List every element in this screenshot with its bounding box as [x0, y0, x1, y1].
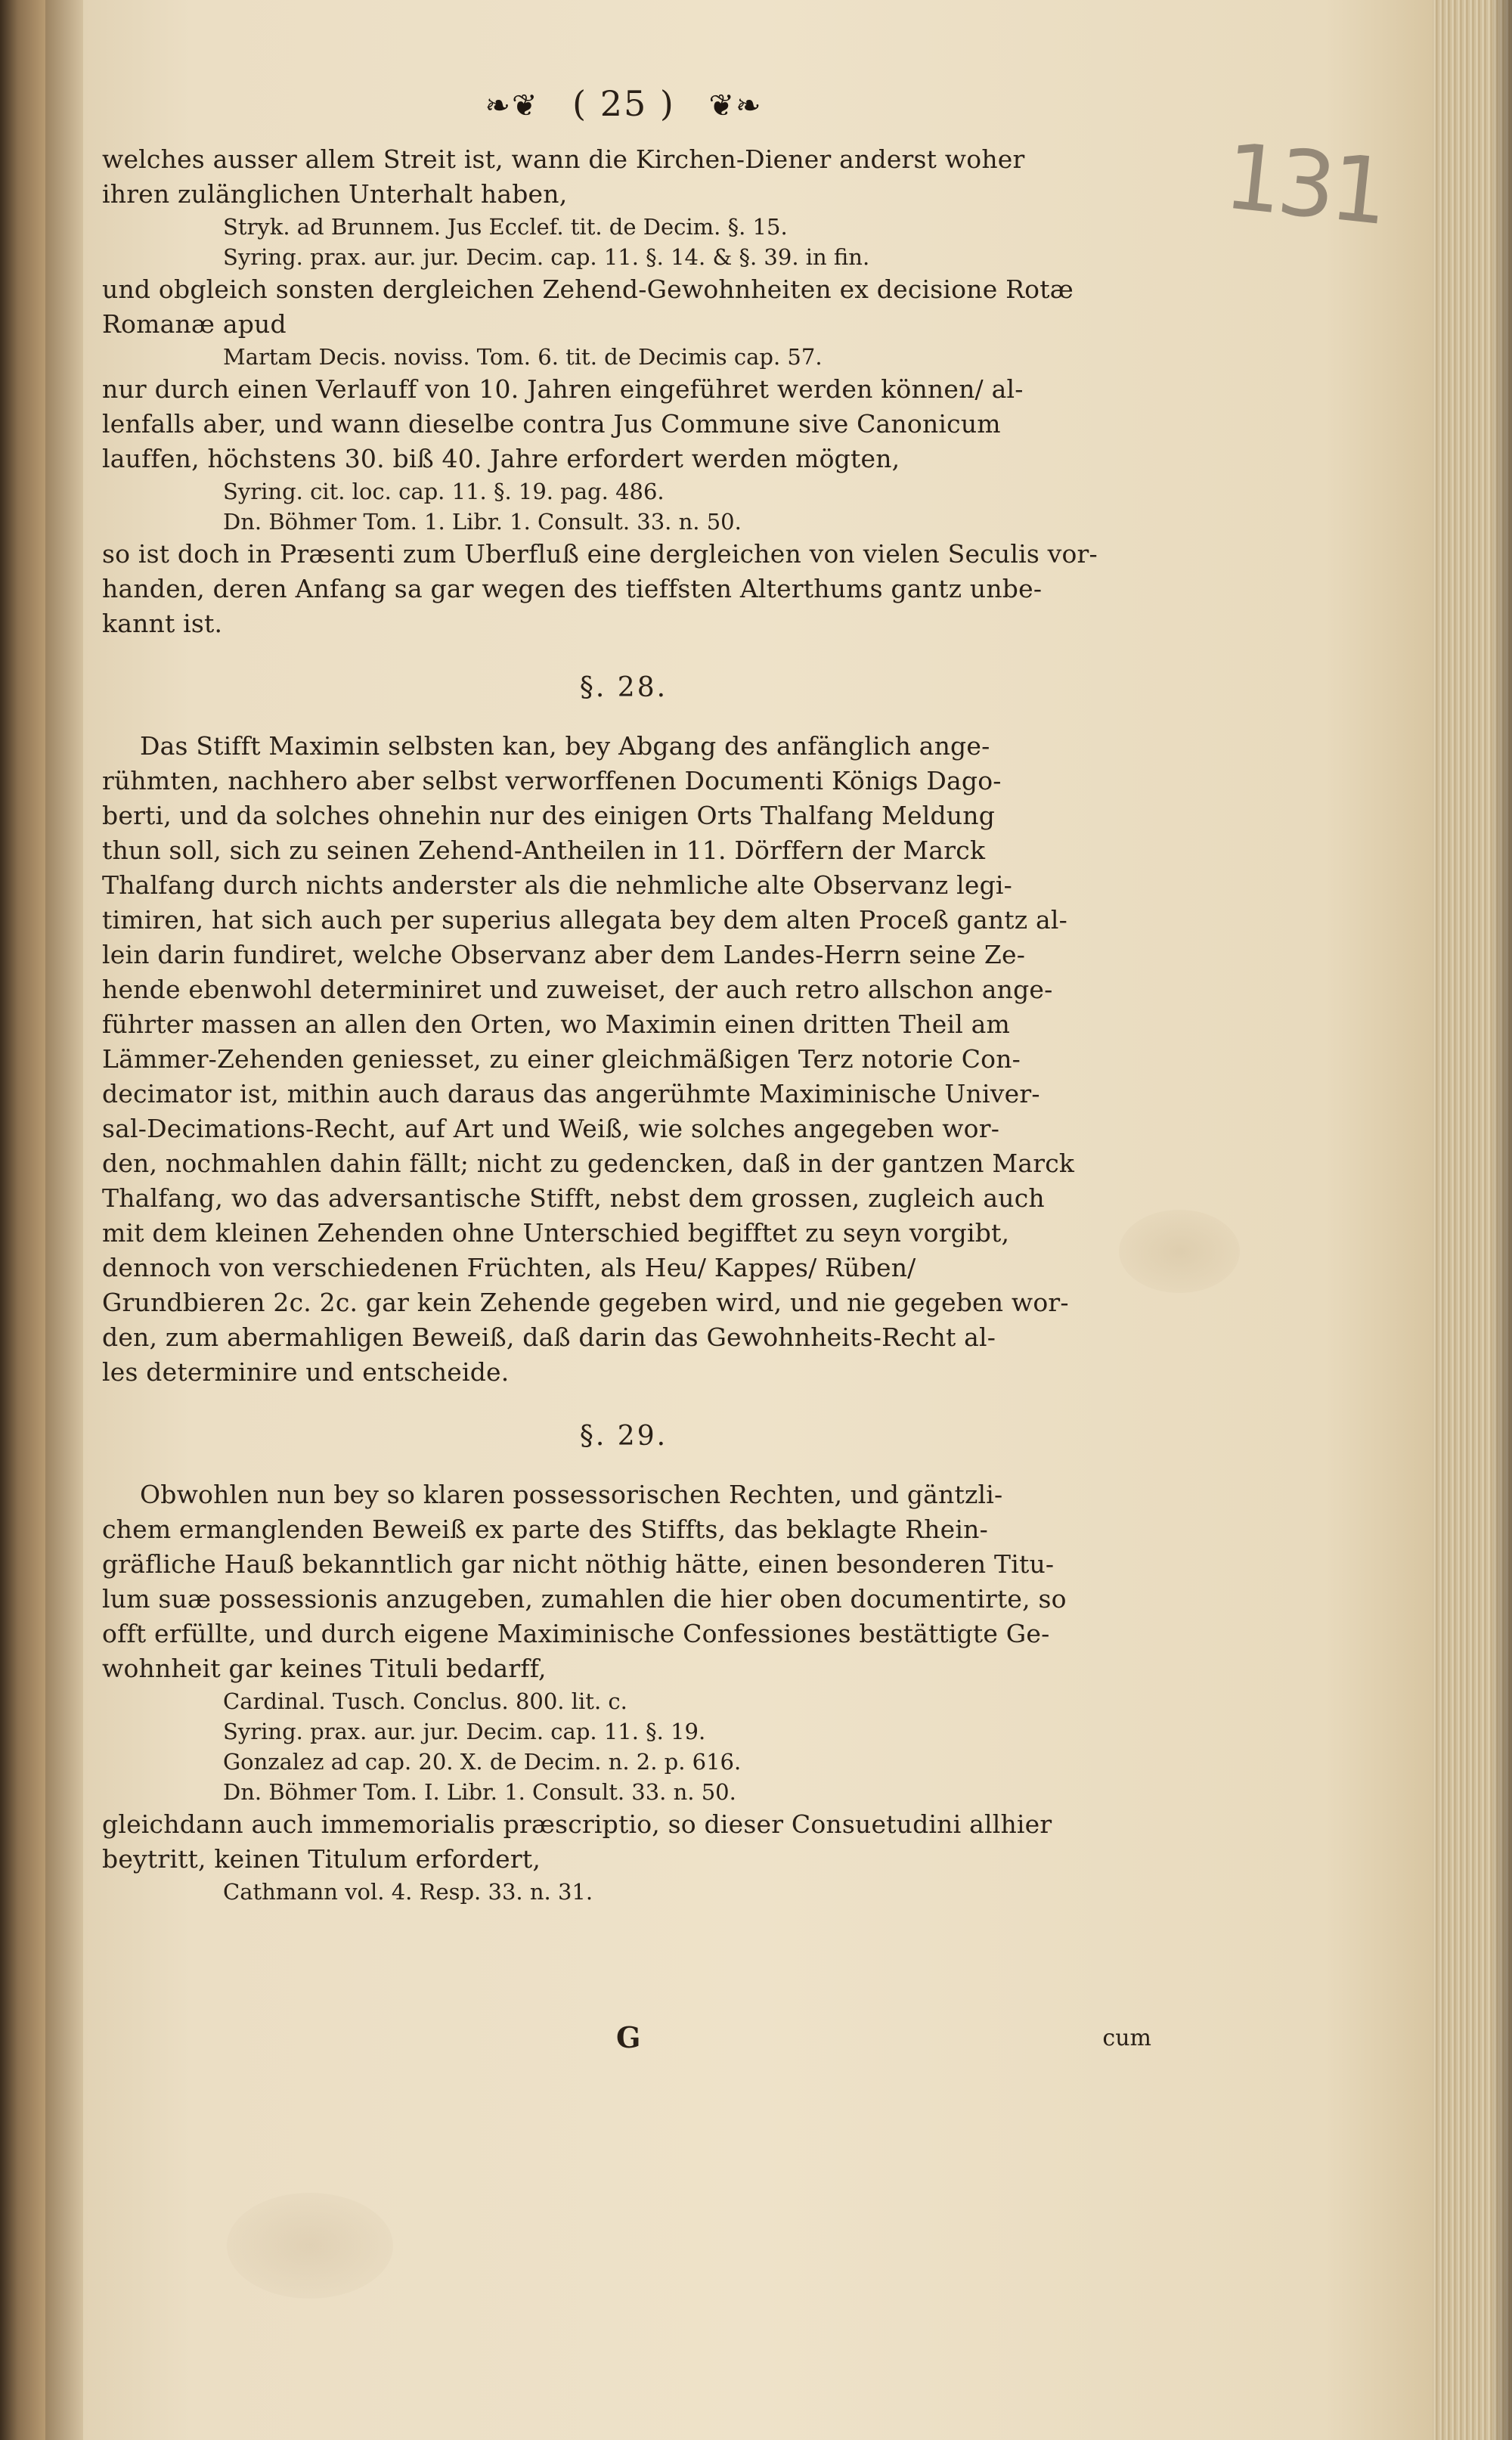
text-line: und obgleich sonsten dergleichen Zehend-Gewohnheiten ex decisione Rotæ [102, 274, 1074, 304]
text-line: berti, und da solches ohnehin nur des einigen Orts Thalfang Meldung [102, 801, 996, 830]
page-number: ( 25 ) [572, 83, 675, 124]
text-line: den, nochmahlen dahin fällt; nicht zu gedencken, daß in der gantzen Marck [102, 1149, 1075, 1178]
text-line: thun soll, sich zu seinen Zehend-Antheilen in 11. Dörffern der Marck [102, 836, 986, 865]
citation-line: Syring. prax. aur. jur. Decim. cap. 11. §. 14. & §. 39. in fin. [223, 244, 870, 270]
text-line: führter massen an allen den Orten, wo Maximin einen dritten Theil am [102, 1009, 1011, 1039]
text-line: dennoch von verschiedenen Früchten, als Heu/ Kappes/ Rüben/ [102, 1253, 916, 1282]
text-line: lenfalls aber, und wann dieselbe contra Jus Commune sive Canonicum [102, 409, 1001, 439]
text-line: gräfliche Hauß bekanntlich gar nicht nöthig hätte, einen besonderen Titu- [102, 1549, 1055, 1579]
ornament-right-icon: ❦❧ [708, 88, 763, 123]
page-stack-edge [1433, 0, 1512, 2440]
text-line: beytritt, keinen Titulum erfordert, [102, 1844, 541, 1874]
margin-folio-note: 131 [1219, 124, 1390, 246]
ornament-left-icon: ❧❦ [485, 88, 539, 123]
text-line: les determinire und entscheide. [102, 1357, 510, 1387]
text-line: hende ebenwohl determiniret und zuweiset, der auch retro allschon ange- [102, 975, 1053, 1004]
text-line: offt erfüllte, und durch eigene Maximinische Confessiones bestättigte Ge- [102, 1619, 1050, 1648]
citation-line: Dn. Böhmer Tom. I. Libr. 1. Consult. 33. n. 50. [223, 1779, 736, 1805]
page-content [102, 83, 1145, 1907]
citation-line: Syring. prax. aur. jur. Decim. cap. 11. §. 19. [223, 1719, 706, 1744]
citation-line: Syring. cit. loc. cap. 11. §. 19. pag. 486. [223, 479, 665, 504]
text-line: handen, deren Anfang sa gar wegen des tieffsten Alterthums gantz unbe- [102, 574, 1043, 603]
text-line: den, zum abermahligen Beweiß, daß darin das Gewohnheits-Recht al- [102, 1322, 996, 1352]
text-line: Thalfang durch nichts anderster als die nehmliche alte Observanz legi- [102, 870, 1013, 900]
text-line: Grundbieren 2c. 2c. gar kein Zehende gegeben wird, und nie gegeben wor- [102, 1288, 1069, 1317]
text-line: ihren zulänglichen Unterhalt haben, [102, 179, 568, 209]
text-line: kannt ist. [102, 609, 223, 638]
text-line: gleichdann auch immemorialis præscriptio, so dieser Consuetudini allhier [102, 1809, 1052, 1839]
catchword: cum [1102, 2025, 1151, 2051]
text-line: Thalfang, wo das adversantische Stifft, nebst dem grossen, zugleich auch [102, 1183, 1045, 1213]
section-heading-29: §. 29. [579, 1421, 668, 1452]
text-line: rühmten, nachhero aber selbst verworffenen Documenti Königs Dago- [102, 766, 1002, 795]
citation-line: Cardinal. Tusch. Conclus. 800. lit. c. [223, 1688, 627, 1714]
text-line: mit dem kleinen Zehenden ohne Unterschied begifftet zu seyn vorgibt, [102, 1218, 1010, 1248]
text-line: Lämmer-Zehenden geniesset, zu einer gleichmäßigen Terz notorie Con- [102, 1044, 1021, 1074]
text-line: timiren, hat sich auch per superius allegata bey dem alten Proceß gantz al- [102, 905, 1067, 935]
citation-line: Martam Decis. noviss. Tom. 6. tit. de Decimis cap. 57. [223, 344, 823, 370]
text-line: sal-Decimations-Recht, auf Art und Weiß, wie solches angegeben wor- [102, 1114, 1000, 1143]
citation-line: Stryk. ad Brunnem. Jus Ecclef. tit. de Decim. §. 15. [223, 214, 788, 240]
signature-mark: G [616, 2020, 641, 2054]
text-line: wohnheit gar keines Tituli bedarff, [102, 1654, 547, 1683]
page-footer [102, 2020, 1151, 2066]
text-line: so ist doch in Præsenti zum Uberfluß eine dergleichen von vielen Seculis vor- [102, 539, 1098, 569]
book-binding-edge [0, 0, 45, 2440]
text-line: chem ermanglenden Beweiß ex parte des Stiffts, das beklagte Rhein- [102, 1515, 988, 1544]
section-heading-28: §. 28. [579, 672, 668, 703]
citation-line: Gonzalez ad cap. 20. X. de Decim. n. 2. p. 616. [223, 1749, 742, 1775]
text-line: Das Stifft Maximin selbsten kan, bey Abgang des anfänglich ange- [140, 731, 990, 761]
text-line: Obwohlen nun bey so klaren possessorischen Rechten, und gäntzli- [140, 1480, 1003, 1509]
citation-line: Cathmann vol. 4. Resp. 33. n. 31. [223, 1879, 593, 1905]
text-line: welches ausser allem Streit ist, wann die Kirchen-Diener anderst woher [102, 144, 1025, 174]
page-header [102, 83, 1145, 124]
text-line: lein darin fundiret, welche Observanz aber dem Landes-Herrn seine Ze- [102, 940, 1026, 969]
text-line: Romanæ apud [102, 309, 287, 339]
text-line: decimator ist, mithin auch daraus das angerühmte Maximinische Univer- [102, 1079, 1040, 1108]
text-line: nur durch einen Verlauff von 10. Jahren eingeführet werden können/ al- [102, 374, 1024, 404]
text-line: lauffen, höchstens 30. biß 40. Jahre erfordert werden mögten, [102, 444, 900, 473]
citation-line: Dn. Böhmer Tom. 1. Libr. 1. Consult. 33. n. 50. [223, 509, 742, 535]
text-line: lum suæ possessionis anzugeben, zumahlen die hier oben documentirte, so [102, 1584, 1067, 1614]
